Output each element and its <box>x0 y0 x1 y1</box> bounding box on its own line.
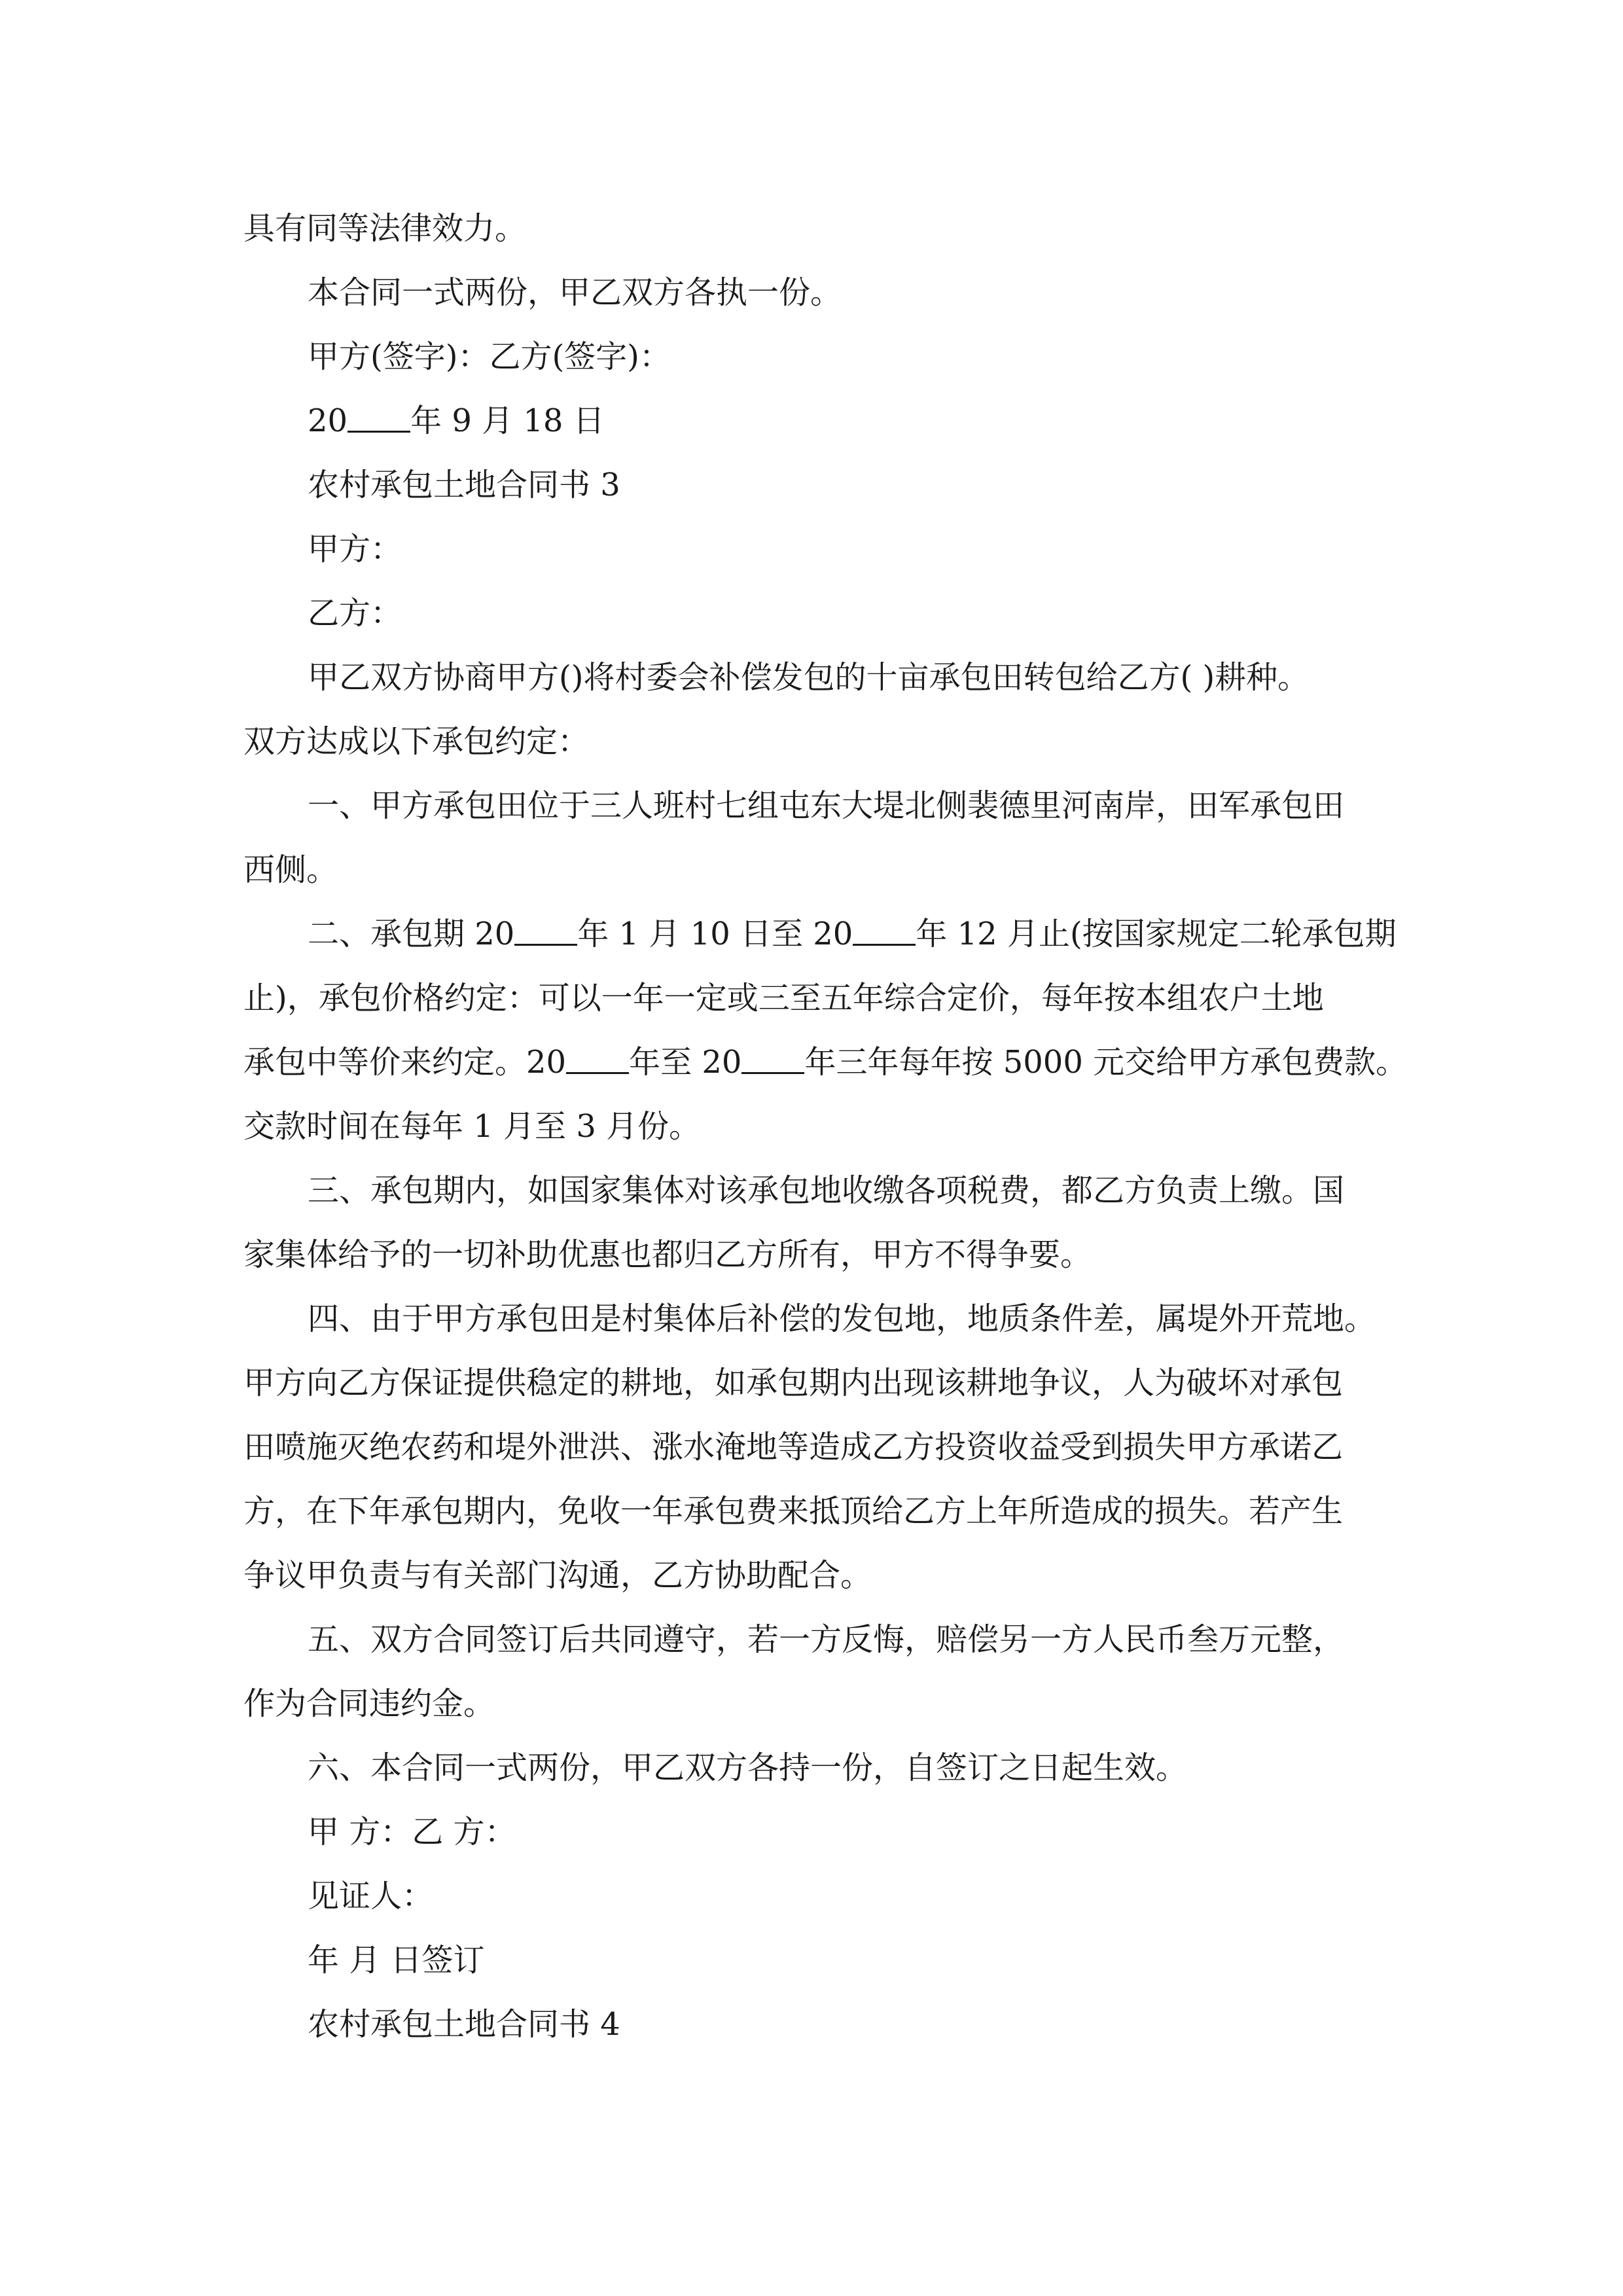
section-title: 农村承包土地合同书 4 <box>308 2006 620 2043</box>
clause-2-part: 二、承包期 20 <box>308 916 515 952</box>
clause-3-cont: 家集体给予的一切补助优惠也都归乙方所有，甲方不得争要。 <box>243 1236 1092 1273</box>
clause-2-part: 年三年每年按 5000 元交给甲方承包费款。 <box>804 1044 1408 1081</box>
signature-line: 甲方(签字)：乙方(签字)： <box>308 338 671 375</box>
clause-4-cont: 甲方向乙方保证提供稳定的耕地，如承包期内出现该耕地争议，人为破坏对承包 <box>243 1365 1344 1401</box>
date-prefix: 20 <box>308 403 348 439</box>
clause-4: 四、由于甲方承包田是村集体后补偿的发包地，地质条件差，属堤外开荒地。 <box>308 1300 1376 1337</box>
signature-parties: 甲 方：乙 方： <box>308 1814 516 1850</box>
date-line <box>243 389 1389 453</box>
clause-2-part: 年至 20 <box>629 1044 742 1081</box>
clause-3: 三、承包期内，如国家集体对该承包地收缴各项税费，都乙方负责上缴。国 <box>308 1172 1345 1209</box>
fill-blank <box>348 404 410 433</box>
signing-date: 年 月 日签订 <box>308 1942 485 1979</box>
clause-2-cont: 止)，承包价格约定：可以一年一定或三至五年综合定价，每年按本组农户土地 <box>243 980 1324 1016</box>
clause-2 <box>243 902 1397 966</box>
clause-1: 一、甲方承包田位于三人班村七组屯东大堤北侧裴德里河南岸，田军承包田 <box>308 787 1345 824</box>
text-line: 具有同等法律效力。 <box>243 210 527 247</box>
clause-2-part: 年 12 月止(按国家规定二轮承包期 <box>916 916 1397 952</box>
clause-4-cont: 方，在下年承包期内，免收一年承包费来抵顶给乙方上年所造成的损失。若产生 <box>243 1493 1344 1530</box>
clause-6: 六、本合同一式两份，甲乙双方各持一份，自签订之日起生效。 <box>308 1749 1188 1786</box>
clause-5-cont: 作为合同违约金。 <box>243 1685 495 1722</box>
clause-4-cont: 田喷施灭绝农药和堤外泄洪、涨水淹地等造成乙方投资收益受到损失甲方承诺乙 <box>243 1429 1344 1465</box>
party-b-label: 乙方： <box>308 595 402 632</box>
fill-blank <box>514 918 577 946</box>
clause-4-cont: 争议甲负责与有关部门沟通，乙方协助配合。 <box>243 1557 872 1594</box>
intro-line: 双方达成以下承包约定： <box>243 723 590 760</box>
date-suffix: 年 9 月 18 日 <box>410 403 605 439</box>
party-a-label: 甲方： <box>308 531 402 567</box>
witness-label: 见证人： <box>308 1878 434 1914</box>
document-body <box>243 196 1408 2056</box>
fill-blank <box>566 1046 629 1074</box>
clause-5: 五、双方合同签订后共同遵守，若一方反悔，赔偿另一方人民币叁万元整， <box>308 1621 1345 1658</box>
fill-blank <box>853 918 916 946</box>
clause-2-cont <box>243 1030 1408 1094</box>
section-title: 农村承包土地合同书 3 <box>308 467 620 503</box>
intro-line: 甲乙双方协商甲方()将村委会补偿发包的十亩承包田转包给乙方( )耕种。 <box>308 659 1310 696</box>
clause-1-cont: 西侧。 <box>243 852 338 888</box>
fill-blank <box>741 1046 804 1074</box>
clause-2-part: 年 1 月 10 日至 20 <box>577 916 853 952</box>
clause-2-part: 承包中等价来约定。20 <box>243 1044 567 1081</box>
text-line: 本合同一式两份，甲乙双方各执一份。 <box>308 274 842 311</box>
clause-2-cont: 交款时间在每年 1 月至 3 月份。 <box>243 1108 701 1145</box>
